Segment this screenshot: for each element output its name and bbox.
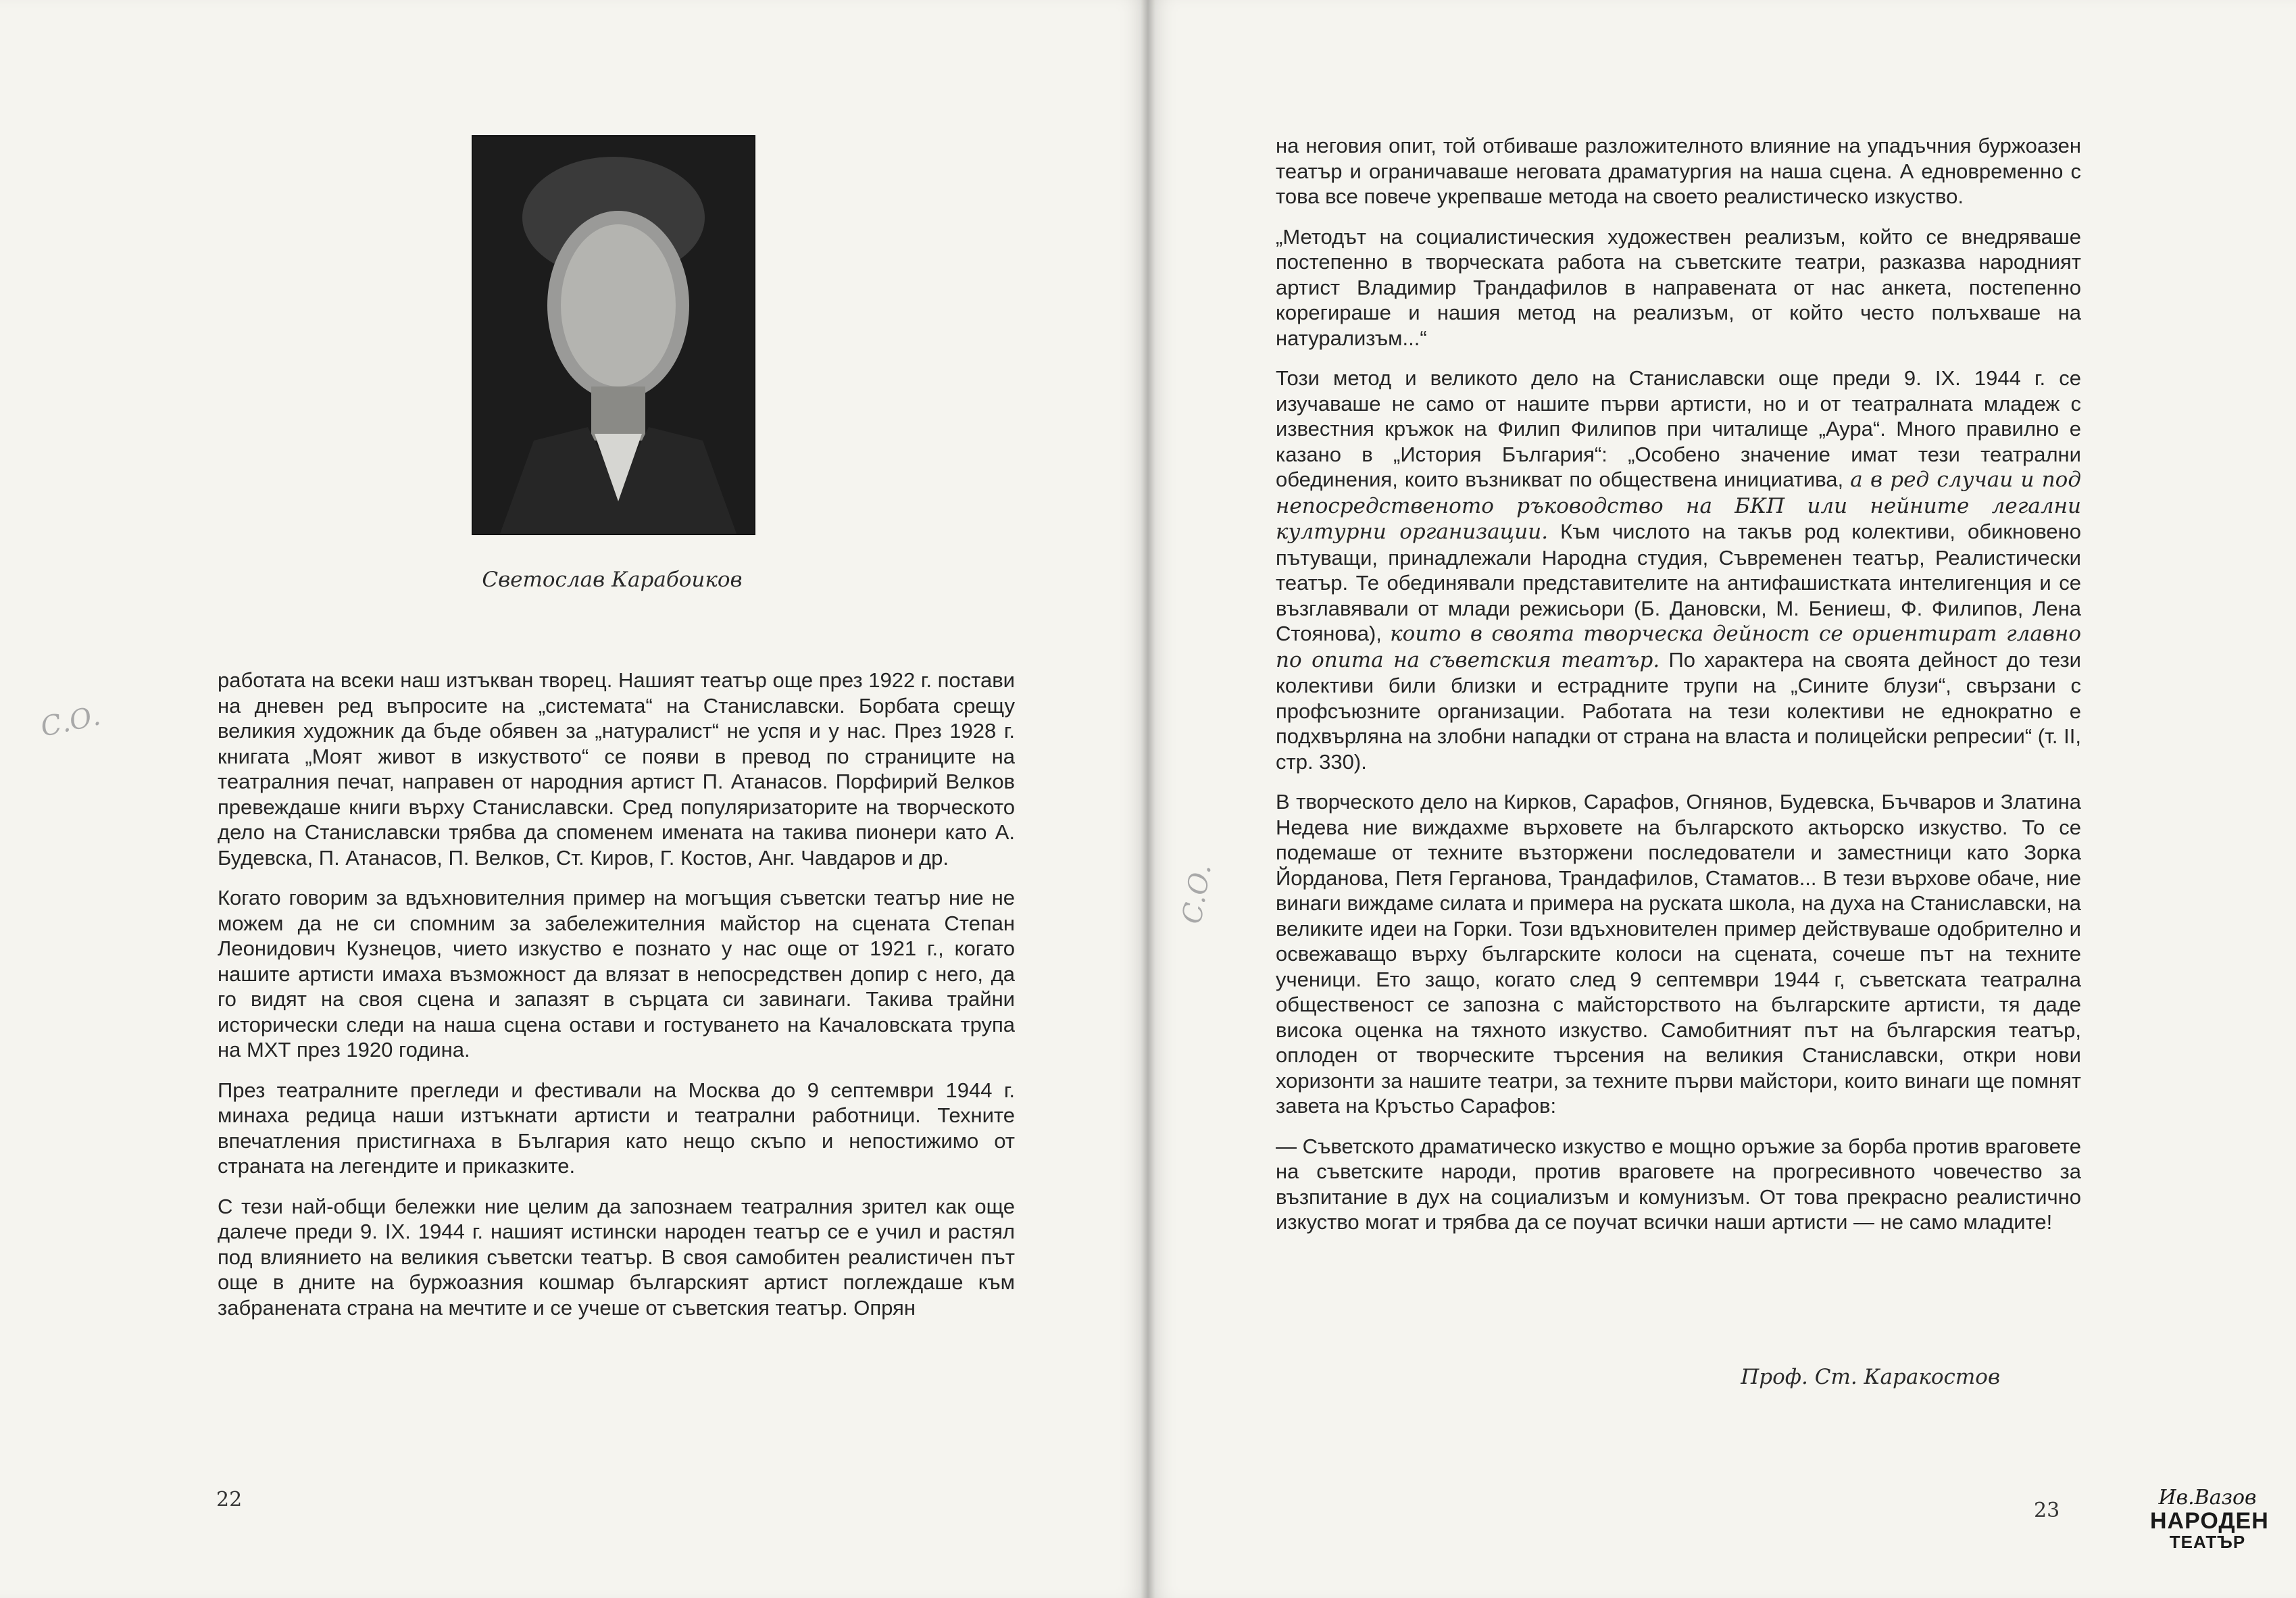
paragraph: Когато говорим за вдъхновителния пример на могъщия съветски театър ние не можем да не си спомним за забележителния майстор на сцената Степан Леонидович Кузнецов, чието изкуство е познато у нас още от 1921 г., когато нашите артисти имаха възможност да влязат в непосредствен допир с него, да го видят на своя сцена и запазят в сърцата си завинаги. Такива трайни исторически следи на наша сцена остави и гостуването на Качаловската трупа на МХТ през 1920 година. (218, 886, 1015, 1062)
pencil-margin-note: С.О. (38, 700, 103, 743)
paragraph: В творческото дело на Кирков, Сарафов, Огнянов, Будевска, Бъчваров и Златина Недева ние виждахме върховете на българското актьорско изкуство. То се подемаше от техните възторжени последователи и заместници като Зорка Йорданова, Петя Герганова, Трандафилов, Стаматов... В тези върхове обаче, ние винаги виждаме силата и примера на руската школа, на духа на Станиславски, на великите идеи на Горки. Този вдъхновителен пример действуваше одобрително и освежаващо върху българските колоси на сцената, сочеше път на техните ученици. Ето защо, когато след 9 септември 1944 г, съветската театрална общественост се запозна с майсторството на българските артисти, тя даде висока оценка на тяхното изкуство. Самобитният път на българския театър, оплоден от творческите търсения на великия Станиславски, откри нови хоризонти за нашите театри, за техните първи майстори, които винаги ще помнят завета на Кръстьо Сарафов: (1276, 790, 2081, 1118)
italic-quote: а в ред случаи и под непосредственото ръководство на БКП или нейните легални културни организации. (1276, 468, 2081, 544)
text-run: Към числото на такъв род колективи, обикновено пътуващи, принадлежали Народна студия, Съвременен театър, Реалистически театър. Те обединявали представителите на антифашистката интелигенция и се възглавявали от млади режисьори (Б. Дановски, М. Бениеш, Ф. Филипов, Лена Стоянова), (1276, 520, 2081, 645)
pencil-margin-note: С.О. (1176, 862, 1218, 926)
logo-line: Ив.Вазов (2158, 1486, 2257, 1509)
paragraph: — Съветското драматическо изкуство е мощно оръжие за борба против враговете на съветските народи, против враговете на прогресивното човечество за възпитание в дух на социализъм и комунизъм. От това прекрасно реалистично изкуство могат и трябва да се поучат всички наши артисти — не само младите! (1276, 1134, 2081, 1234)
national-theatre-logo (2150, 1486, 2269, 1568)
paragraph: на неговия опит, той отбиваше разложителното влияние на упадъчния буржоазен театър и ограничаваше неговата драматургия на наша сцена. А едновременно с това все повече укрепваше метода на своето реалистическо изкуство. (1276, 134, 2081, 208)
photo-caption: Светослав Карабоиков (482, 568, 743, 592)
author-signature: Проф. Ст. Каракостов (1741, 1365, 2000, 1389)
text-run: По характера на своята дейност до тези колективи били близки и естрадните трупи на „Сините блузи“, свързани с профсъюзните организации. Работата на тези колективи не еднократно е подхвърляна на злобни нападки от страна на власта и полицейски репресии“ (т. II, стр. 330). (1276, 647, 2081, 774)
logo-line: ТЕАТЪР (2169, 1532, 2246, 1552)
text-run: Този метод и великото дело на Станиславски още преди 9. IX. 1944 г. се изучаваше не само от нашите първи артисти, но и от театралната младеж с известния кръжок на Филип Филипов при читалище „Аура“. Много правилно е казано в „История България“: „Особено значение имат тези театрални обединения, които възникват по обществена инициатива, (1276, 366, 2081, 491)
page-number-right: 23 (2034, 1499, 2060, 1522)
paragraph: работата на всеки наш изтъкван творец. Нашият театър още през 1922 г. постави на дневен ред въпросите на „системата“ на Станиславски. Борбата срещу великия художник да бъде обявен за „натуралист“ не успя и у нас. През 1928 г. книгата „Моят живот в изкуството“ се появи в превод по страниците на театралния печат, направен от народния артист П. Атанасов. Порфирий Велков превеждаше книги върху Станиславски. Сред популяризаторите на творческото дело на Станиславски трябва да споменем имената на такива пионери като А. Будевска, П. Атанасов, П. Велков, Ст. Киров, Г. Костов, Анг. Чавдаров и др. (218, 668, 1015, 870)
portrait-photo (472, 135, 755, 535)
left-text-column (218, 668, 1015, 1335)
italic-quote: които в своята творческа дейност се ориентират главно по опита на съветския театър. (1276, 622, 2081, 672)
right-page (1148, 0, 2296, 1598)
right-text-column (1276, 133, 2081, 1250)
paragraph: През театралните прегледи и фестивали на Москва до 9 септември 1944 г. минаха редица наши изтъкнати артисти и театрални работници. Техните впечатления пристигнаха в България като нещо скъпо и непостижимо от страната на легендите и приказките. (218, 1078, 1015, 1178)
page-number-left: 22 (216, 1488, 243, 1512)
logo-line: НАРОДЕН (2150, 1508, 2269, 1534)
paragraph: С тези най-общи бележки ние целим да запознаем театралния зрител как още далече преди 9. IX. 1944 г. нашият истински народен театър се е учил и растял под влиянието на великия съветски театър. В своя самобитен реалистичен път още в дните на буржоазния кошмар българският артист поглеждаше към забранената страна на мечтите и се учеше от съветския театър. Опрян (218, 1194, 1015, 1320)
paragraph-stanislavski (1276, 366, 2081, 774)
book-gutter (1141, 0, 1155, 1598)
portrait-image (473, 136, 754, 534)
paragraph: „Методът на социалистическия художествен реализъм, който се внедряваше постепенно в творческата работа на съветските театри, разказва народният артист Владимир Трандафилов в направената от нас анкета, постепенно корегираше и нашия метод на реализъм, от който често полъхваше на натурализъм...“ (1276, 224, 2081, 350)
